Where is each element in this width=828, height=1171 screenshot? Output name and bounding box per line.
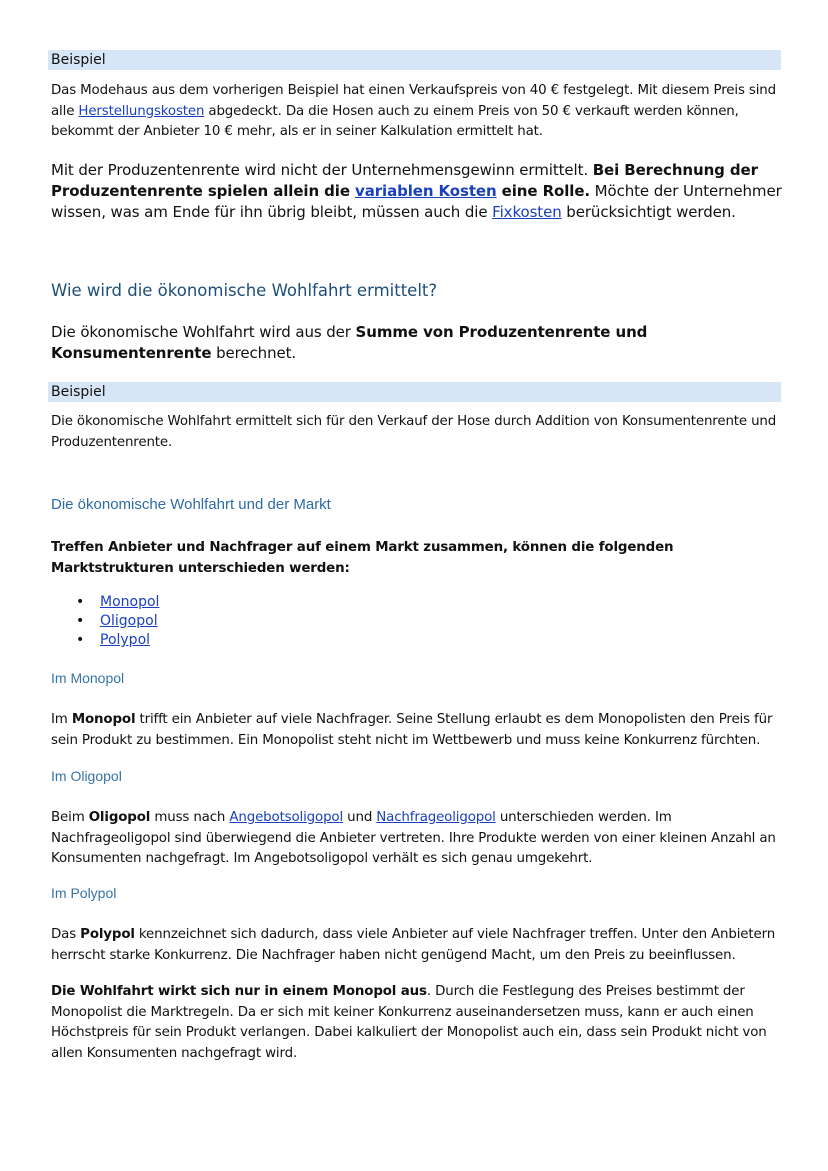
beispiel-header [48,50,781,70]
paragraph-fazit [51,982,791,1064]
text-span: muss nach [150,810,230,825]
link-nachfrageoligopol[interactable]: Nachfrageoligopol [376,810,496,825]
beispiel-text-2: Die ökonomische Wohlfahrt ermittelt sich für den Verkauf der Hose durch Addition von Konsumentenrente und Produzentenrente. [51,414,777,450]
link-fixkosten[interactable]: Fixkosten [492,203,562,221]
link-monopol[interactable]: Monopol [100,594,160,610]
text-span: und [343,810,377,825]
heading-polypol: Im Polypol [51,885,117,901]
bold-text: Monopol [71,712,136,727]
paragraph-polypol [51,925,791,966]
marktformen-list [72,593,159,650]
text-span: . Durch die Festlegung des Preises bestimmt der Monopolist die Marktregeln. Da er sich mit keiner Konkurrenz auseinandersetzen muss, kann er auch einen Höchstpreis für sein Produkt verlangen. Dabei kalkuliert der Monopolist auch ein, dass sein Produkt nicht von allen Konsumenten nachgefragt wird. [51,984,767,1061]
paragraph-produzentenrente [51,160,791,223]
heading-monopol: Im Monopol [51,670,125,686]
link-angebotsoligopol[interactable]: Angebotsoligopol [229,810,344,825]
bold-text: Die Wohlfahrt wirkt sich nur in einem Monopol aus [51,984,427,999]
paragraph-wohlfahrt [51,322,791,364]
text-span: Möchte der Unternehmer wissen, was am Ende für ihn übrig bleibt, müssen auch die [51,182,782,221]
bold-text: Summe von Produzentenrente und Konsumentenrente [51,323,648,362]
bold-text: eine Rolle. [496,182,590,200]
link-herstellungskosten[interactable]: Herstellungskosten [78,103,205,119]
paragraph-markt: Treffen Anbieter und Nachfrager auf einem Markt zusammen, können die folgenden Marktstrukturen unterschieden werden: [51,540,674,576]
list-item [72,593,159,612]
text-span: Mit der Produzentenrente wird nicht der Unternehmensgewinn ermittelt. [51,161,593,179]
heading-oligopol: Im Oligopol [51,768,122,784]
paragraph-oligopol [51,808,791,870]
link-oligopol[interactable]: Oligopol [100,613,158,629]
beispiel-label: Beispiel [51,52,106,68]
text-span: trifft ein Anbieter auf viele Nachfrager. Seine Stellung erlaubt es dem Monopolisten den Preis für sein Produkt zu bestimmen. Ein Monopolist steht nicht im Wettbewerb und muss keine Konkurrenz fürchten. [51,712,773,748]
beispiel-text [51,81,791,143]
text-span: berücksichtigt werden. [561,203,736,221]
text-span: Das Modehaus aus dem vorherigen Beispiel hat einen Verkaufspreis von 40 € festgelegt. Mit diesem Preis sind alle [51,83,776,119]
text-span: unterschieden werden. Im Nachfrageoligopol sind überwiegend die Anbieter vertreten. Ihre Produkte werden von einer kleinen Anzahl an Konsumenten nachgefragt. Im Angebotsoligopol verhält es sich genau umgekehrt. [51,810,776,866]
beispiel-label: Beispiel [51,384,106,400]
text-span: Die ökonomische Wohlfahrt wird aus der [51,323,356,341]
heading-markt: Die ökonomische Wohlfahrt und der Markt [51,496,331,513]
list-item [72,631,159,650]
paragraph-monopol [51,710,791,751]
bold-text: Oligopol [88,810,151,825]
text-span: abgedeckt. Da die Hosen auch zu einem Preis von 50 € verkauft werden können, bekommt der Anbieter 10 € mehr, als er in seiner Kalkulation ermittelt hat. [51,103,739,139]
text-span: Das [51,927,81,942]
link-variable-kosten[interactable]: variablen Kosten [355,182,497,200]
link-polypol[interactable]: Polypol [100,632,151,648]
beispiel-header-2 [48,382,781,402]
bold-text: Bei Berechnung der Produzentenrente spielen allein die [51,161,758,200]
heading-wohlfahrt: Wie wird die ökonomische Wohlfahrt ermittelt? [51,281,438,300]
text-span: Im [51,712,72,727]
bold-text: Polypol [80,927,135,942]
list-item [72,612,159,631]
text-span: berechnet. [211,344,297,362]
text-span: Beim [51,810,89,825]
text-span: kennzeichnet sich dadurch, dass viele Anbieter auf viele Nachfrager treffen. Unter den Anbietern herrscht starke Konkurrenz. Die Nachfrager haben nicht genügend Macht, um den Preis zu beeinflussen. [51,927,776,963]
